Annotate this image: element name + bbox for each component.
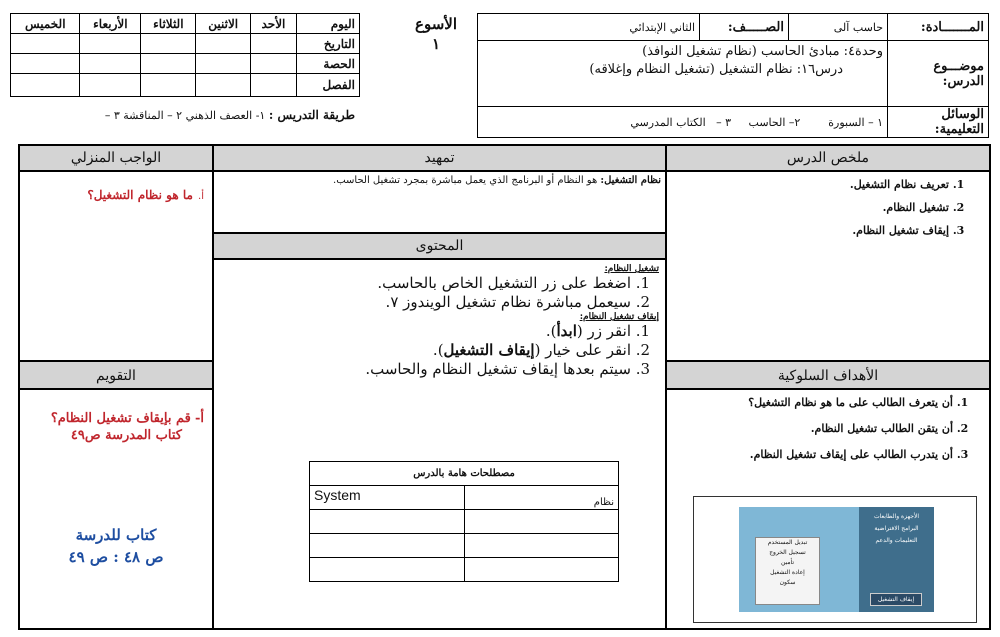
class-label: الصـــــف: — [700, 14, 789, 41]
objective-item: 1. أن يتعرف الطالب على ما هو نظام التشغيل؟ — [667, 396, 953, 409]
day-tue: الثلاثاء — [141, 14, 196, 34]
summary-item: 1. تعريف نظام التشغيل. — [667, 178, 949, 191]
content-section-stop: إيقاف تشغيل النظام: — [579, 312, 659, 322]
intro-header: تمهيد — [213, 145, 666, 171]
power-submenu: تبديل المستخدم تسجيل الخروج تأمين إعادة التشغيل سكون — [755, 537, 820, 605]
homework-question: ما هو نظام التشغيل؟ — [87, 188, 193, 202]
topic-label: موضـــوع الدرس: — [888, 41, 989, 107]
day-sun: الأحد — [250, 14, 296, 34]
day-label: اليوم — [297, 14, 360, 34]
day-wed: الأربعاء — [80, 14, 141, 34]
lesson-plan-grid — [18, 144, 991, 630]
objective-item: 2. أن يتقن الطالب تشغيل النظام. — [667, 422, 953, 435]
content-section-start: تشغيل النظام: — [604, 264, 659, 274]
content-step: 2. انقر على خيار (إيقاف التشغيل). — [214, 341, 631, 360]
summary-panel — [666, 171, 990, 361]
teaching-method — [80, 108, 355, 122]
content-panel — [213, 259, 666, 629]
summary-item: 2. تشغيل النظام. — [667, 201, 949, 214]
method-label: طريقة التدريس : — [268, 108, 355, 122]
schedule-table — [10, 13, 360, 97]
term-en: System — [310, 486, 465, 510]
week-box — [408, 14, 464, 54]
evaluation-reference: كتاب المدرسة ص٤٩ — [70, 428, 182, 443]
terms-title: مصطلحات هامة بالدرس — [310, 462, 619, 486]
content-step: 3. سيتم بعدها إيقاف تشغيل النظام والحاسب. — [214, 360, 631, 379]
homework-panel — [19, 171, 213, 361]
homework-prefix: أ. — [198, 191, 204, 202]
evaluation-question: قم بإيقاف تشغيل النظام؟ — [50, 411, 191, 426]
objective-item: 3. أن يتدرب الطالب على إيقاف تشغيل النظام. — [667, 448, 953, 461]
aids-label: الوسائل التعليمية: — [888, 107, 989, 138]
objectives-header: الأهداف السلوكية — [666, 361, 990, 389]
terms-table — [309, 461, 619, 582]
homework-header: الواجب المنزلي — [19, 145, 213, 171]
row-date: التاريخ — [297, 34, 360, 54]
summary-item: 3. إيقاف تشغيل النظام. — [667, 224, 949, 237]
term-ar: نظام — [464, 486, 619, 510]
evaluation-panel — [19, 389, 213, 629]
method-text: ١- العصف الذهني ٢ – المناقشة ٣ – — [104, 109, 266, 122]
subject-label: المـــــــادة: — [888, 14, 989, 41]
intro-text: هو النظام أو البرنامج الذي يعمل مباشرة بمجرد تشغيل الحاسب. — [333, 175, 598, 186]
start-menu-right-pane: الأجهزة والطابعات البرامج الافتراضية التعليمات والدعم — [859, 507, 934, 612]
day-mon: الاثنين — [196, 14, 250, 34]
content-step: 1. اضغط على زر التشغيل الخاص بالحاسب. — [214, 274, 631, 293]
shutdown-button-image: إيقاف التشغيل — [870, 593, 922, 606]
objectives-panel — [666, 389, 990, 629]
day-thu: الخميس — [11, 14, 80, 34]
start-menu-image — [739, 507, 934, 612]
content-step: 1. انقر زر (ابدأ). — [214, 322, 631, 341]
subject-value: حاسب آلى — [789, 14, 888, 41]
summary-header: ملخص الدرس — [666, 145, 990, 171]
content-header: المحتوى — [213, 233, 666, 259]
row-class: الفصل — [297, 74, 360, 97]
topic-value: وحدة٤: مبادئ الحاسب (نظام تشغيل النوافذ) درس١٦: نظام التشغيل (تشغيل النظام وإغلاقه) — [478, 41, 888, 107]
week-label: الأسوع — [415, 15, 457, 33]
lesson-info — [477, 13, 989, 138]
start-menu-screenshot — [693, 496, 977, 623]
week-number: ١ — [431, 35, 441, 53]
intro-term: نظام التشغيل: — [600, 175, 661, 186]
textbook-reference: كتاب للدرسة ص ٤٨ : ص ٤٩ — [68, 526, 164, 566]
class-value: الثاني الإبتدائي — [478, 14, 700, 41]
aids-value: ١ – السبورة ٢– الحاسب ٣ – الكتاب المدرسي — [478, 107, 888, 138]
evaluation-prefix: أ- — [194, 411, 204, 426]
intro-panel — [213, 171, 666, 233]
content-step: 2. سيعمل مباشرة نظام تشغيل الويندوز ٧. — [214, 293, 631, 312]
row-period: الحصة — [297, 54, 360, 74]
evaluation-header: التقويم — [19, 361, 213, 389]
